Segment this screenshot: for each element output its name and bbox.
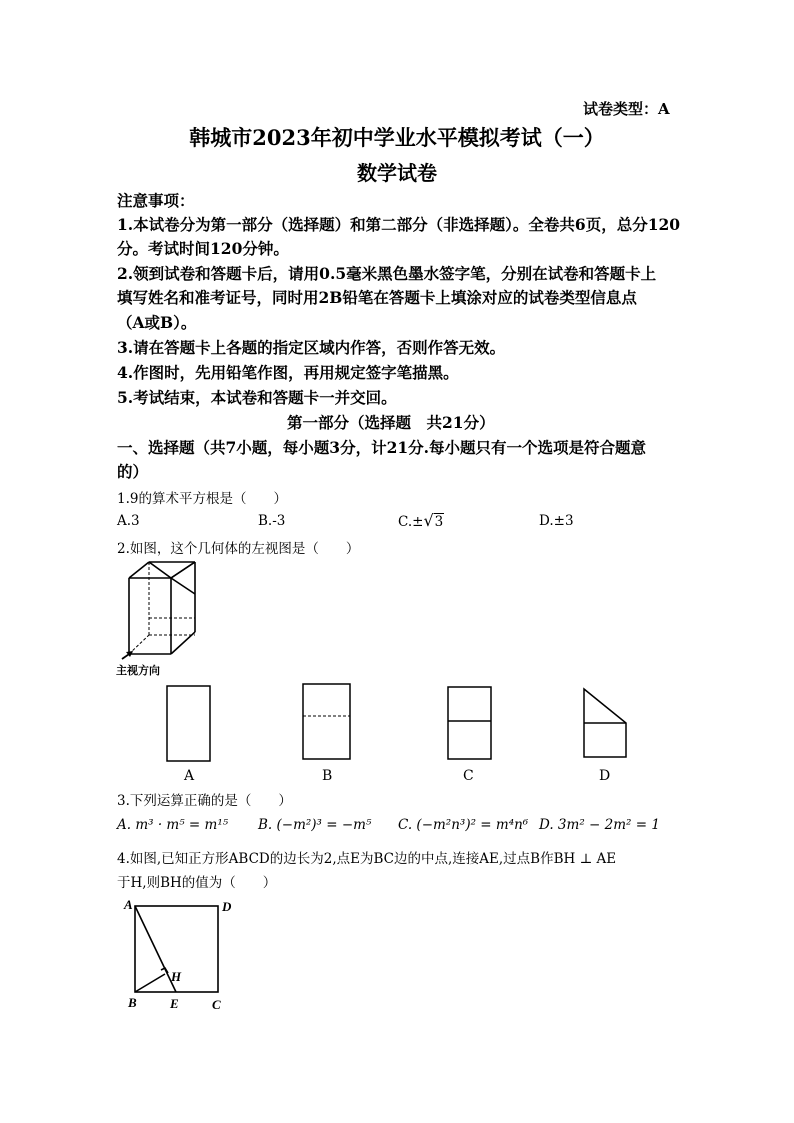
q1-option-c-prefix: C.± [398, 514, 424, 530]
q1-option-d: D.±3 [539, 513, 574, 529]
note-line: 2.领到试卷和答题卡后，请用0.5毫米黑色墨水签字笔，分别在试卷和答题卡上 [117, 264, 657, 283]
exam-type-label: 试卷类型：A [583, 100, 670, 118]
q3-option-a: A. m³ · m⁵ = m¹⁵ [117, 817, 229, 833]
note-line: （A或B）。 [117, 313, 197, 332]
note-line: 4.作图时，先用铅笔作图，再用规定签字笔描黑。 [117, 363, 459, 382]
q2-figure-b [301, 682, 356, 762]
view-direction-label: 主视方向 [116, 664, 160, 677]
point-c-label: C [212, 997, 221, 1012]
note-line: 3.请在答题卡上各题的指定区域内作答，否则作答无效。 [117, 338, 506, 357]
q3-option-b: B. (−m²)³ = −m⁵ [258, 817, 372, 833]
q2-label-c: C [463, 768, 474, 784]
note-line: 分。考试时间120分钟。 [117, 239, 289, 258]
q2-label-b: B [322, 768, 333, 784]
q2-figure-a [165, 684, 215, 764]
q3-stem: 3.下列运算正确的是（ ） [117, 793, 292, 809]
part1-heading: 第一部分（选择题 共21分） [287, 413, 495, 432]
point-h-label: H [171, 969, 182, 984]
q1-stem: 1.9的算术平方根是（ ） [117, 491, 287, 507]
note-line: 填写姓名和准考证号，同时用2B铅笔在答题卡上填涂对应的试卷类型信息点 [117, 288, 637, 307]
point-e-label: E [170, 996, 179, 1011]
q3-option-d: D. 3m² − 2m² = 1 [539, 817, 660, 833]
exam-subtitle: 数学试卷 [357, 161, 437, 185]
q1-option-c-radicand: 3 [434, 514, 444, 530]
section-heading: 的） [117, 462, 149, 481]
section-heading: 一、选择题（共7小题，每小题3分，计21分.每小题只有一个选项是符合题意 [117, 438, 647, 457]
q2-figure-c [446, 685, 496, 763]
q4-stem-line1: 4.如图,已知正方形ABCD的边长为2,点E为BC边的中点,连接AE,过点B作BH ⊥ AE [117, 851, 617, 867]
point-b-label: B [128, 995, 137, 1010]
q4-stem-line2: 于H,则BH的值为（ ） [117, 875, 277, 891]
q3-option-c: C. (−m²n³)² = m⁴n⁶ [398, 817, 529, 833]
q2-stem: 2.如图，这个几何体的左视图是（ ） [117, 541, 360, 557]
point-a-label: A [124, 897, 133, 912]
q2-figure-d [582, 687, 632, 763]
q2-label-a: A [184, 768, 195, 784]
exam-title: 韩城市2023年初中学业水平模拟考试（一） [189, 125, 605, 150]
q1-option-a: A.3 [117, 513, 140, 529]
q1-option-b: B.-3 [258, 513, 286, 529]
note-line: 5.考试结束，本试卷和答题卡一并交回。 [117, 388, 397, 407]
q1-option-c: C.±√3 [398, 511, 444, 530]
q4-square-figure [120, 895, 240, 1020]
notes-heading: 注意事项： [117, 191, 195, 210]
point-d-label: D [222, 899, 232, 914]
q2-label-d: D [599, 768, 611, 784]
note-line: 1.本试卷分为第一部分（选择题）和第二部分（非选择题）。全卷共6页，总分120 [117, 215, 681, 234]
